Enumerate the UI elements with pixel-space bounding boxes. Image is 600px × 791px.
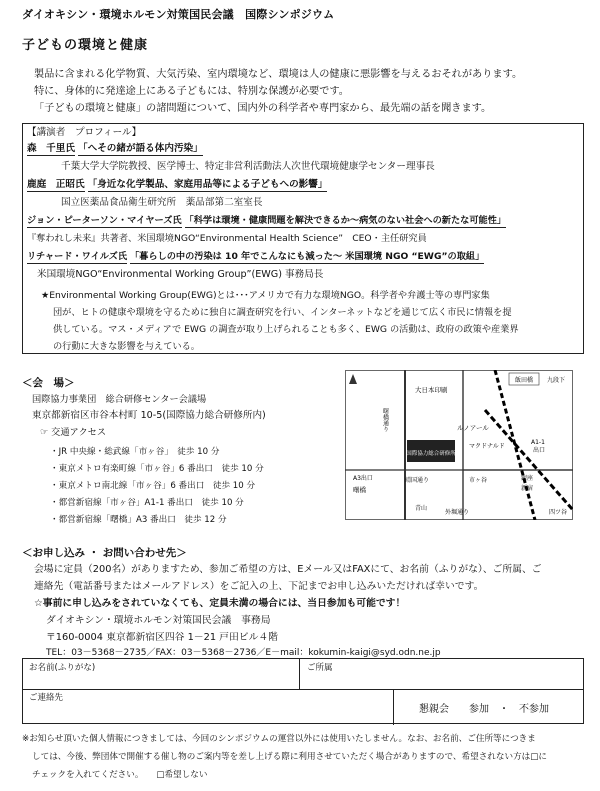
contact-field[interactable]: ご連絡先 bbox=[29, 693, 64, 703]
venue-heading: ＜会 場＞ bbox=[22, 377, 75, 389]
speaker-affiliation: 国立医薬品食品衛生研究所 薬品部第二室室長 bbox=[61, 197, 263, 208]
map-label-mcd: マクドナルド bbox=[469, 443, 505, 450]
access-item: ・東京メトロ南北線「市ヶ谷」6 番出口 徒歩 10 分 bbox=[50, 481, 256, 491]
map-label-daiei: 大日本印刷 bbox=[415, 386, 448, 394]
access-item: ・JR 中央線・総武線「市ヶ谷」 徒歩 10 分 bbox=[50, 447, 220, 457]
map-label-a3: A3出口 bbox=[353, 475, 373, 482]
application-text-line: 連絡先（電話番号またはメールアドレス）をご記入の上、下記までお申し込みいただければ幸いです。 bbox=[34, 581, 484, 592]
map-label-exit: 出口 bbox=[533, 447, 546, 454]
venue-name: 国際協力事業団 総合研修センター会議場 bbox=[32, 394, 207, 405]
speaker-talk-title: 「科学は環境・健康問題を解決できるか～病気のない社会への新たな可能性」 bbox=[184, 215, 507, 226]
speaker-affiliation: 米国環境NGO“Environmental Working Group”(EWG) 事務局長 bbox=[37, 269, 324, 280]
speaker-name: ジョン・ピーターソン・マイヤーズ氏 bbox=[27, 215, 182, 226]
intro-line: 製品に含まれる化学物質、大気汚染、室内環境など、環境は人の健康に悪影響を与えるおそれがあります。 bbox=[34, 69, 523, 80]
office-contact: TEL：03－5368－2735／FAX：03－5368－2736／E－mail：kokumin-kaigi@syd.odn.ne.jp bbox=[46, 648, 441, 658]
intro-line: 特に、身体的に発達途上にある子どもには、特別な保護が必要です。 bbox=[34, 86, 349, 97]
speaker-talk-title: 「暮らしの中の汚染は 10 年でこんなにも減った～ 米国環境 NGO “EWG”の取組」 bbox=[129, 251, 485, 262]
map-label-akebonobashi-street: 曙橋通り bbox=[381, 408, 389, 432]
intro-paragraph bbox=[34, 66, 584, 117]
map-label-shinjuku: 新宿 bbox=[521, 485, 534, 492]
footnote-line: ※お知らせ頂いた個人情報につきましては、今回のシンポジウムの運営以外には使用いたしません。なお、お名前、ご住所等につきま bbox=[22, 734, 536, 744]
speaker-talk-title: 「へその緒が語る体内汚染」 bbox=[78, 143, 203, 154]
map-label-ginza: 銀座 bbox=[521, 475, 534, 482]
form-divider bbox=[393, 689, 394, 725]
ewg-description-line: 団が、ヒトの健康や環境を守るために独自に調査研究を行い、インターネットなどを通じて広く市民に情報を提 bbox=[53, 307, 512, 318]
map-label-yotsuya: 四ツ谷 bbox=[549, 509, 568, 516]
event-organizer-heading: ダイオキシン・環境ホルモン対策国民会議 国際シンポジウム bbox=[22, 8, 335, 21]
ewg-description-line: 供している。マス・メディアで EWG の調査が取り上げられることも多く、EWG の活動は、政府の政策や産業界 bbox=[53, 324, 519, 335]
map-label-gaiboribori: 外堀通り bbox=[445, 509, 470, 516]
opt-out-checkbox-line[interactable]: チェックを入れてください。 □希望しない bbox=[32, 770, 208, 780]
access-heading: ☞ 交通アクセス bbox=[40, 427, 107, 438]
application-form bbox=[22, 658, 584, 724]
map-label-jica: 国際協力総合研修所 bbox=[406, 451, 456, 457]
venue-address: 東京都新宿区市谷本村町 10-5(国際協力総合研修所内) bbox=[32, 410, 266, 421]
speaker-name: リチャード・ワイルズ氏 bbox=[27, 251, 128, 262]
map-label-a1: A1-1 bbox=[531, 439, 545, 446]
speaker-affiliation: 『奪われし未来』共著者、米国環境NGO“Environmental Health Science” CEO・主任研究員 bbox=[27, 233, 427, 244]
ewg-description-line: の行動に大きな影響を与えている。 bbox=[53, 341, 200, 352]
page-title: 子どもの環境と健康 bbox=[22, 38, 149, 53]
access-item: ・東京メトロ有楽町線「市ヶ谷」6 番出口 徒歩 10 分 bbox=[50, 464, 264, 474]
map-label-akebonobashi: 曙橋 bbox=[353, 486, 366, 494]
name-field[interactable]: お名前(ふりがな) bbox=[29, 663, 96, 673]
speaker-affiliation: 千葉大学大学院教授、医学博士、特定非営利活動法人次世代環境健康学センター理事長 bbox=[61, 161, 435, 172]
map-label-rune: ルノアール bbox=[457, 424, 489, 432]
map-label-aoyama: 青山 bbox=[415, 505, 428, 512]
speaker-2 bbox=[27, 179, 327, 191]
map-label-kudanshita: 九段下 bbox=[547, 377, 566, 384]
affiliation-field[interactable]: ご所属 bbox=[307, 663, 333, 673]
venue-access-map bbox=[345, 370, 573, 520]
office-address: 〒160-0004 東京都新宿区四谷 1－21 戸田ビル４階 bbox=[46, 632, 278, 643]
access-item: ・都営新宿線「市ヶ谷」A1-1 番出口 徒歩 10 分 bbox=[50, 498, 244, 508]
speakers-heading: 【講演者 プロフィール】 bbox=[27, 127, 142, 138]
same-day-note: ☆事前に申し込みをされていなくても、定員未満の場合には、当日参加も可能です！ bbox=[34, 598, 406, 609]
application-heading: ＜お申し込み ・ お問い合わせ先＞ bbox=[22, 547, 187, 559]
speaker-3 bbox=[27, 215, 506, 227]
map-label-ichigaya: 市ヶ谷 bbox=[469, 477, 488, 484]
form-divider bbox=[299, 659, 300, 689]
speaker-1 bbox=[27, 143, 203, 155]
privacy-footnote bbox=[22, 730, 582, 784]
form-divider bbox=[23, 689, 583, 690]
map-label-yasukuni: 靖国通り bbox=[405, 477, 430, 484]
map-label-iidabashi: 飯田橋 bbox=[514, 377, 534, 384]
ewg-description-line: ★Environmental Working Group(EWG)とは･･･アメリカで有力な環境NGO。科学者や弁護士等の専門家集 bbox=[41, 290, 490, 301]
intro-line: 「子どもの環境と健康」の諸問題について、国内外の科学者や専門家から、最先端の話を聞きます。 bbox=[34, 103, 492, 114]
speaker-4 bbox=[27, 251, 484, 263]
application-text-line: 会場に定員（200名）がありますため、参加ご希望の方は、Eメール又はFAXにて、お名前（ふりがな）、ご所属、ご bbox=[34, 564, 542, 575]
office-name: ダイオキシン・環境ホルモン対策国民会議 事務局 bbox=[46, 615, 271, 626]
speaker-profile-box bbox=[22, 123, 584, 354]
speaker-talk-title: 「身近な化学製品、家庭用品等による子どもへの影響」 bbox=[87, 179, 328, 190]
speaker-name: 鹿庭 正昭氏 bbox=[27, 179, 85, 190]
access-item: ・都営新宿線「曙橋」A3 番出口 徒歩 12 分 bbox=[50, 515, 227, 525]
speaker-name: 森 千里氏 bbox=[27, 143, 75, 154]
footnote-line: しては、今後、弊団体で開催する催し物のご案内等を差し上げる際に利用させていただく場合がありますので、希望されない方は□に bbox=[32, 752, 547, 762]
ewg-description bbox=[41, 287, 519, 355]
party-attendance-option[interactable]: 懇親会 参加 ・ 不参加 bbox=[419, 704, 549, 715]
